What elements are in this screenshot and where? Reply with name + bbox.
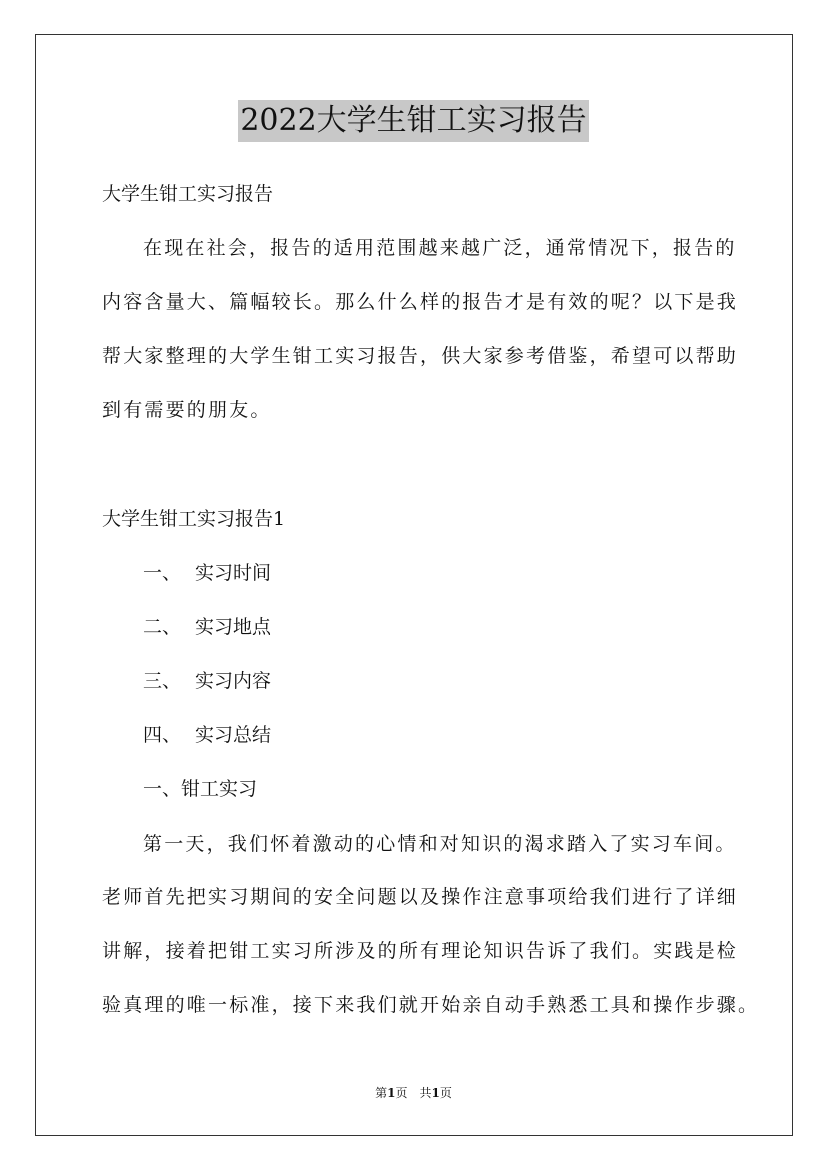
- intro-line-1: 在现在社会，报告的适用范围越来越广泛，通常情况下，报告的: [143, 237, 737, 259]
- page-footer: [0, 1085, 827, 1101]
- outline-item: [143, 723, 271, 747]
- outline-label: 实习内容: [195, 670, 272, 692]
- section-heading: 大学生钳工实习报告1: [102, 508, 286, 530]
- page-total: 1: [431, 1086, 440, 1100]
- outline-label: 实习总结: [195, 724, 272, 746]
- outline-item: [143, 561, 271, 585]
- outline-number: 四、: [143, 724, 182, 746]
- document-title: 2022大学生钳工实习报告: [238, 100, 588, 142]
- body-line-3: 讲解，接着把钳工实习所涉及的所有理论知识告诉了我们。实践是检: [102, 940, 739, 962]
- outline-number: 一、: [143, 562, 182, 584]
- footer-text-mid: 页 共: [395, 1086, 432, 1100]
- outline-number: 二、: [143, 616, 182, 638]
- footer-text-pre: 第: [375, 1086, 388, 1100]
- outline-number: 三、: [143, 670, 182, 692]
- outline-item: [143, 669, 271, 693]
- intro-line-3: 帮大家整理的大学生钳工实习报告，供大家参考借鉴，希望可以帮助: [102, 345, 739, 367]
- title-container: [0, 100, 827, 142]
- outline-label: 实习时间: [195, 562, 272, 584]
- intro-line-4: 到有需要的朋友。: [102, 399, 272, 421]
- document-subtitle: 大学生钳工实习报告: [102, 183, 274, 205]
- outline-label: 实习地点: [195, 616, 272, 638]
- intro-line-2: 内容含量大、篇幅较长。那么什么样的报告才是有效的呢？以下是我: [102, 291, 739, 313]
- body-line-4: 验真理的唯一标准，接下来我们就开始亲自动手熟悉工具和操作步骤。: [102, 994, 760, 1016]
- outline-item: [143, 615, 271, 639]
- footer-text-post: 页: [439, 1086, 452, 1100]
- page-number: 1: [387, 1086, 396, 1100]
- body-line-1: 第一天，我们怀着激动的心情和对知识的渴求踏入了实习车间。: [143, 833, 737, 855]
- body-line-2: 老师首先把实习期间的安全问题以及操作注意事项给我们进行了详细: [102, 886, 739, 908]
- subheading: 一、钳工实习: [143, 778, 258, 800]
